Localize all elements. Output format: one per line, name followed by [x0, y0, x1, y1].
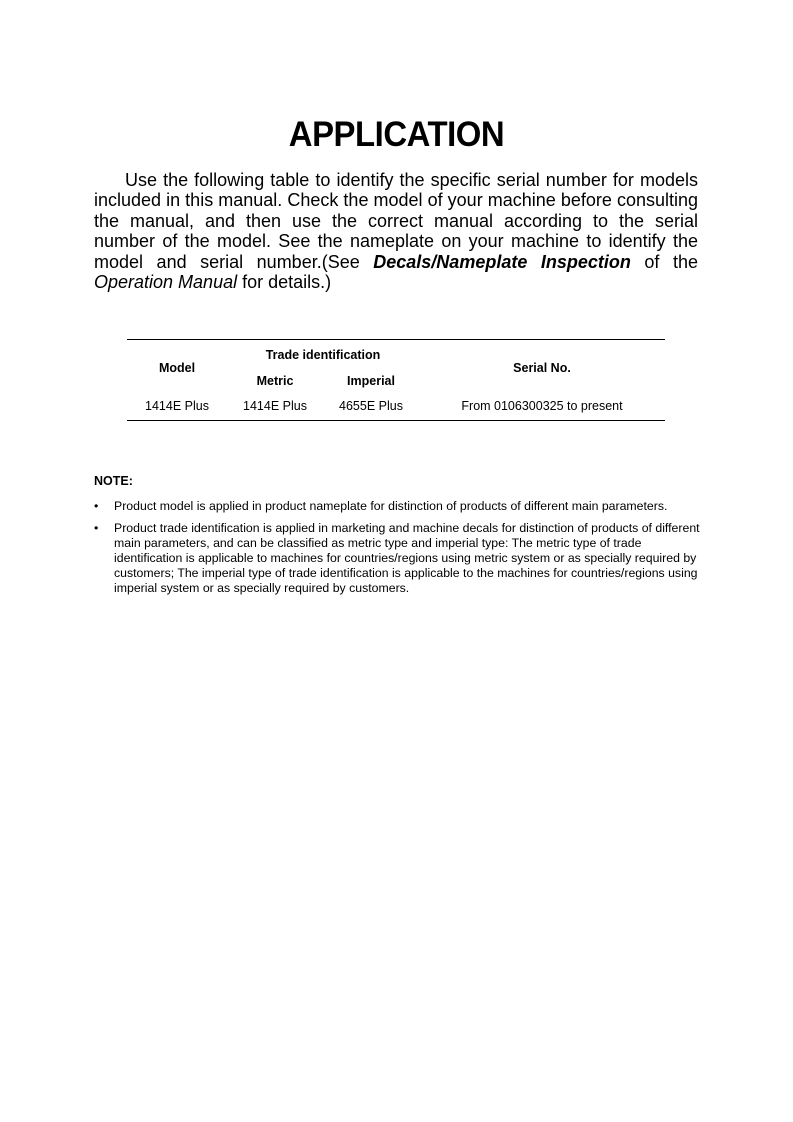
intro-text: Use the following table to identify the specific serial number for models included in this manual. Check the model of your machine before consulting the manual, and then use the correct manual according to the serial number of the model. See the nameplate on your machine to identify the model and serial number.(See [94, 170, 698, 272]
header-trade-identification: Trade identification [265, 348, 381, 362]
note-text: Product model is applied in product nameplate for distinction of products of different main parameters. [114, 499, 668, 513]
header-metric: Metric [256, 374, 294, 388]
bullet-icon: • [94, 499, 99, 513]
bullet-icon: • [94, 521, 99, 535]
intro-text-middle: of the [630, 251, 698, 272]
intro-paragraph [94, 170, 698, 292]
cell-serial-no: From 0106300325 to present [461, 399, 623, 413]
intro-text-end: for details.) [237, 272, 332, 293]
header-serial-no: Serial No. [513, 361, 571, 375]
cell-imperial: 4655E Plus [339, 399, 403, 413]
cell-model: 1414E Plus [145, 399, 209, 413]
table-row [127, 394, 665, 421]
operation-manual-reference: Operation Manual [94, 272, 238, 293]
decals-nameplate-reference: Decals/Nameplate Inspection [373, 251, 631, 272]
page-title: APPLICATION [288, 115, 505, 155]
header-model: Model [158, 361, 196, 375]
note-heading: NOTE: [94, 474, 133, 488]
header-imperial: Imperial [347, 374, 395, 388]
cell-metric: 1414E Plus [243, 399, 307, 413]
note-text: Product trade identification is applied in marketing and machine decals for distinction of products of different main parameters, and can be classified as metric type and imperial type: The metric type of trade identification is applicable to machines for countries/regions using metric system or as specially required by customers; The imperial type of trade identification is applicable to the machines for countries/regions using imperial system or as specially required by customers. [114, 521, 700, 595]
list-item [94, 521, 700, 596]
notes-list [94, 499, 700, 603]
list-item [94, 499, 700, 514]
serial-number-table [127, 339, 665, 421]
